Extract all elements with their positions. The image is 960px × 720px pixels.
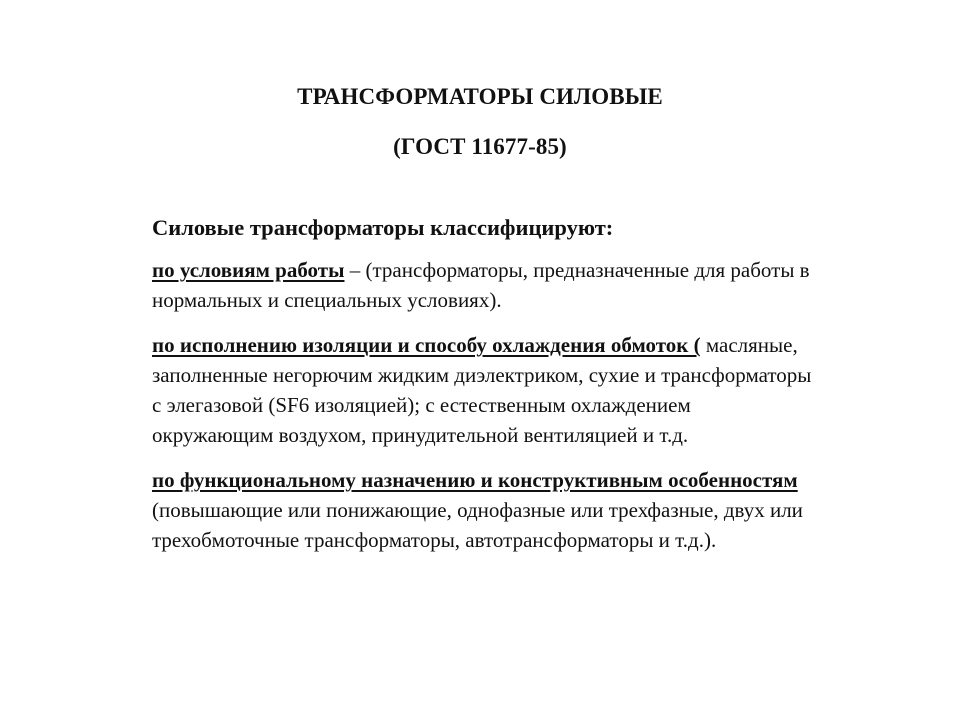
document-standard: (ГОСТ 11677-85) bbox=[393, 134, 567, 159]
classification-item-conditions bbox=[152, 255, 812, 315]
classification-item-insulation bbox=[152, 330, 812, 450]
classification-key: по функциональному назначению и конструктивным особенностям bbox=[152, 468, 798, 492]
content-body bbox=[152, 213, 812, 570]
classification-key: по условиям работы bbox=[152, 258, 345, 282]
lead-heading: Силовые трансформаторы классифицируют: bbox=[152, 215, 614, 240]
classification-text: (повышающие или понижающие, однофазные или трехфазные, двух или трехобмоточные трансформаторы, автотрансформаторы и т.д.). bbox=[152, 498, 803, 552]
classification-key: по исполнению изоляции и способу охлаждения обмоток ( bbox=[152, 333, 701, 357]
document-title: ТРАНСФОРМАТОРЫ СИЛОВЫЕ bbox=[297, 84, 663, 109]
classification-item-function bbox=[152, 465, 812, 555]
classification-text: масляные, заполненные негорючим жидким диэлектриком, сухие и трансформаторы с элегазовой (SF6 изоляцией); с естественным охлаждением окружающим воздухом, принудительной вентиляцией и т.д. bbox=[152, 333, 812, 447]
classification-text: – (трансформаторы, предназначенные для работы в нормальных и специальных условиях). bbox=[152, 258, 810, 312]
